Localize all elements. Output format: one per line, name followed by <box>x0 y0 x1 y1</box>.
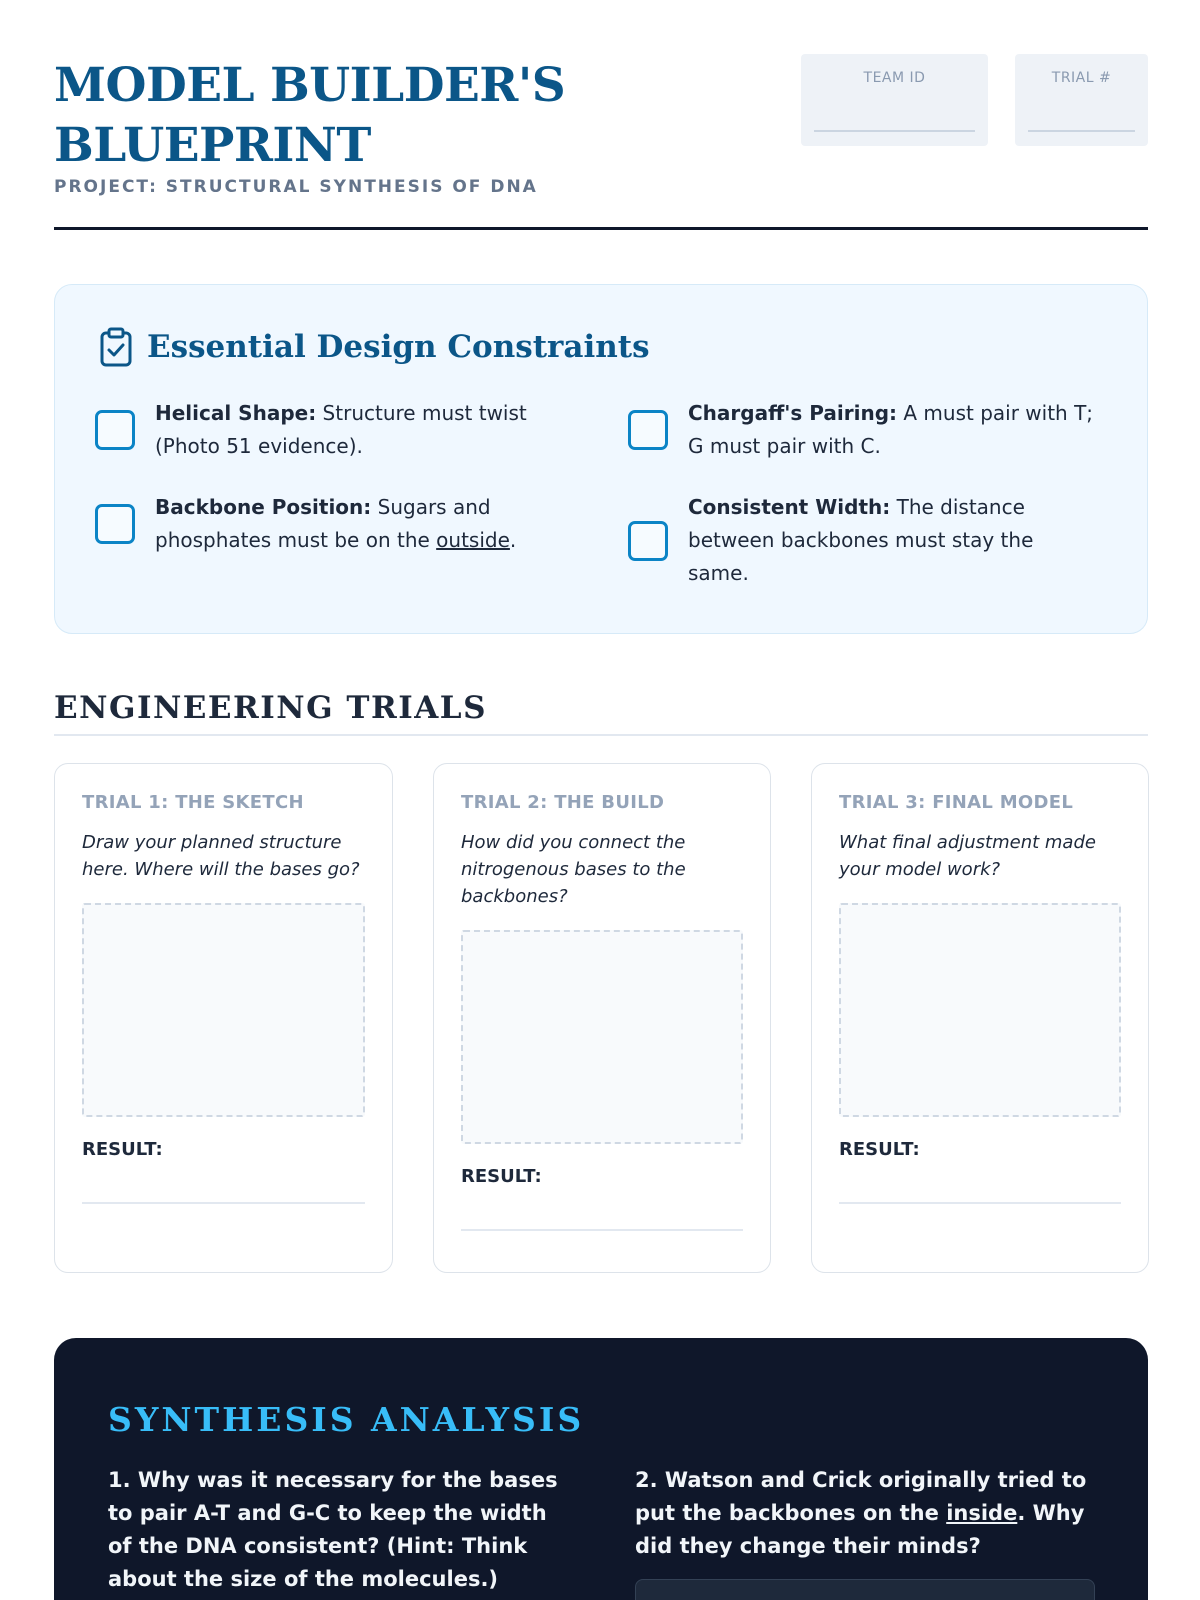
analysis-question-2 <box>635 1464 1100 1563</box>
result-label: RESULT: <box>461 1166 542 1187</box>
trial-card-3 <box>811 763 1149 1273</box>
trial-card-question: How did you connect the nitrogenous bases to the backbones? <box>461 832 686 907</box>
clipboard-check-icon <box>99 327 133 367</box>
constraint-punctuation: . <box>509 528 517 552</box>
constraint-label: Chargaff's Pairing: <box>688 401 898 425</box>
checkbox[interactable] <box>628 521 668 561</box>
checkbox[interactable] <box>95 410 135 450</box>
answer-box-2[interactable] <box>635 1579 1095 1600</box>
constraint-helical-shape[interactable] <box>95 397 565 463</box>
sketch-area[interactable] <box>82 903 365 1117</box>
trial-card-question: What final adjustment made your model work? <box>839 832 1096 880</box>
sketch-area[interactable] <box>461 930 743 1144</box>
checkbox[interactable] <box>628 410 668 450</box>
team-id-field[interactable] <box>801 54 988 146</box>
constraint-description: Structure must twist (Photo 51 evidence). <box>155 401 527 458</box>
analysis-question-1: 1. Why was it necessary for the bases to pair A-T and G-C to keep the width of the DNA consistent? (Hint: Think about the size of the molecules.) <box>108 1468 558 1591</box>
synthesis-analysis-panel <box>54 1338 1148 1600</box>
trial-card-2 <box>433 763 771 1273</box>
constraint-chargaff-pairing[interactable] <box>628 397 1098 463</box>
result-label: RESULT: <box>82 1139 163 1160</box>
constraints-heading <box>99 327 650 367</box>
constraint-description: Sugars and phosphates must be on the <box>155 495 491 552</box>
team-id-label: TEAM ID <box>863 70 926 86</box>
constraint-text <box>688 491 1098 590</box>
engineering-trials-heading: ENGINEERING TRIALS <box>54 690 1148 736</box>
constraint-description: A must pair with T; G must pair with C. <box>688 401 1094 458</box>
constraint-text <box>688 397 1098 463</box>
trial-card-title: TRIAL 2: THE BUILD <box>461 792 665 813</box>
sketch-area[interactable] <box>839 903 1121 1117</box>
checkbox[interactable] <box>95 504 135 544</box>
trial-number-field[interactable] <box>1015 54 1148 146</box>
constraints-title: Essential Design Constraints <box>147 329 650 365</box>
team-id-input-line[interactable] <box>814 130 975 132</box>
result-label: RESULT: <box>839 1139 920 1160</box>
constraint-consistent-width[interactable] <box>628 491 1098 590</box>
trial-number-label: TRIAL # <box>1051 70 1112 86</box>
constraint-description: The distance between backbones must stay the same. <box>688 495 1034 585</box>
constraint-label: Helical Shape: <box>155 401 317 425</box>
constraint-label: Backbone Position: <box>155 495 372 519</box>
constraint-emphasis: outside <box>436 528 510 552</box>
trial-card-title: TRIAL 3: FINAL MODEL <box>839 792 1074 813</box>
page-subtitle: PROJECT: STRUCTURAL SYNTHESIS OF DNA <box>54 177 538 197</box>
constraint-backbone-position[interactable] <box>95 491 565 557</box>
trial-card-title: TRIAL 1: THE SKETCH <box>82 792 304 813</box>
constraint-text <box>155 397 565 463</box>
page-header <box>54 56 1148 230</box>
trial-card-1 <box>54 763 393 1273</box>
page-title: MODEL BUILDER'S BLUEPRINT <box>54 58 566 173</box>
analysis-title: SYNTHESIS ANALYSIS <box>108 1400 585 1439</box>
question-emphasis: inside <box>946 1501 1018 1525</box>
design-constraints-panel <box>54 284 1148 634</box>
question-text: 2. Watson and Crick originally tried to put the backbones on the <box>635 1468 1087 1525</box>
trial-number-input-line[interactable] <box>1028 130 1135 132</box>
constraint-text <box>155 491 565 557</box>
result-input-line[interactable] <box>82 1202 365 1204</box>
question-text-end: . Why did they change their minds? <box>635 1501 1085 1558</box>
constraint-label: Consistent Width: <box>688 495 891 519</box>
result-input-line[interactable] <box>839 1202 1121 1204</box>
result-input-line[interactable] <box>461 1229 743 1231</box>
trial-card-question: Draw your planned structure here. Where will the bases go? <box>82 832 360 880</box>
